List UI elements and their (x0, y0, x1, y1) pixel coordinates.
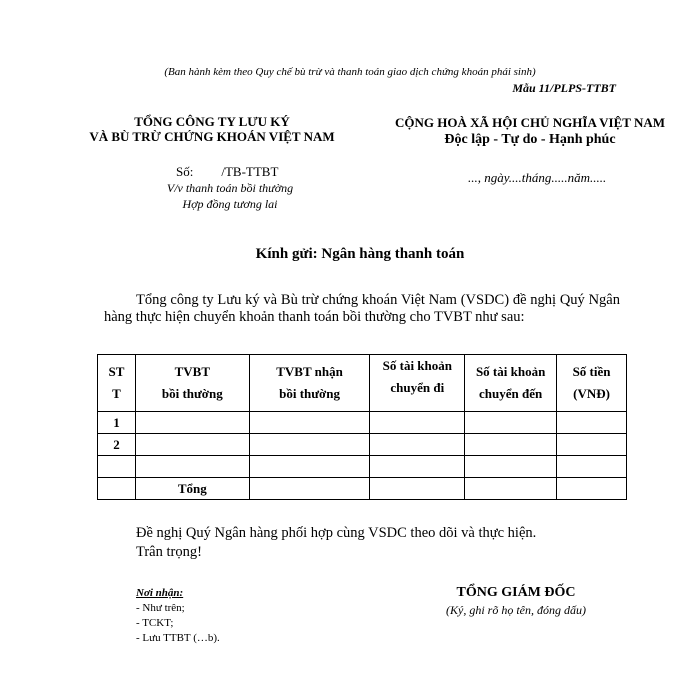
form-number: Mẫu 11/PLPS-TTBT (512, 81, 616, 95)
date-line: ..., ngày....tháng.....năm..... (468, 170, 607, 185)
payment-table (97, 354, 627, 500)
signer-instruction: (Ký, ghi rõ họ tên, đóng dấu) (446, 603, 586, 617)
organization-name (62, 114, 362, 144)
document-number-label: Số: (176, 164, 194, 179)
table-row (98, 412, 627, 434)
body-text: Tổng công ty Lưu ký và Bù trừ chứng khoán Việt Nam (VSDC) đề nghị Quý Ngân hàng thực hiện chuyển khoản thanh toán bồi thường cho TVBT như sau: (104, 292, 620, 325)
table-header-row (98, 355, 627, 412)
addressee: Kính gửi: Ngân hàng thanh toán (255, 246, 465, 262)
table-row (98, 434, 627, 456)
table-total-row (98, 478, 627, 500)
document-number (176, 164, 278, 180)
document-number-value: /TB-TTBT (221, 164, 279, 179)
recipient-item: - Lưu TTBT (…b). (136, 632, 220, 644)
row-number (98, 456, 136, 478)
subject-line-1: V/v thanh toán bồi thường (166, 181, 294, 195)
closing (136, 524, 536, 562)
recipient-item: - Như trên; (136, 602, 185, 614)
total-label: Tổng (135, 478, 249, 500)
regulation-note: (Ban hành kèm theo Quy chế bù trừ và thanh toán giao dịch chứng khoán phái sinh) (164, 66, 536, 78)
col-header-stt: ST T (98, 355, 136, 412)
subject-line-2: Hợp đồng tương lai (182, 197, 278, 211)
recipient-item: - TCKT; (136, 617, 174, 629)
row-number: 1 (98, 412, 136, 434)
col-header-tvbt-receiver: TVBT nhận bồi thường (249, 355, 370, 412)
recipients-title: Nơi nhận: (136, 587, 184, 599)
body-paragraph (104, 292, 620, 326)
row-number: 2 (98, 434, 136, 456)
signature-block (416, 585, 616, 618)
col-header-source-account: Số tài khoản chuyển đi (370, 355, 465, 412)
col-header-dest-account: Số tài khoản chuyển đến (465, 355, 557, 412)
col-header-tvbt-compensation: TVBT bồi thường (135, 355, 249, 412)
org-line-1: TỔNG CÔNG TY LƯU KÝ (134, 114, 290, 129)
recipients-block (136, 586, 220, 646)
signer-title: TỔNG GIÁM ĐỐC (456, 585, 576, 600)
national-heading (360, 114, 700, 148)
subject-line (140, 180, 320, 212)
nation-title: CỘNG HOÀ XÃ HỘI CHỦ NGHĨA VIỆT NAM (394, 115, 666, 130)
closing-regards: Trân trọng! (136, 544, 202, 560)
col-header-amount: Số tiền (VNĐ) (557, 355, 627, 412)
org-line-2: VÀ BÙ TRỪ CHỨNG KHOÁN VIỆT NAM (89, 129, 335, 144)
table-row (98, 456, 627, 478)
closing-request: Đề nghị Quý Ngân hàng phối hợp cùng VSDC theo dõi và thực hiện. (136, 525, 537, 541)
nation-motto: Độc lập - Tự do - Hạnh phúc (444, 132, 616, 147)
